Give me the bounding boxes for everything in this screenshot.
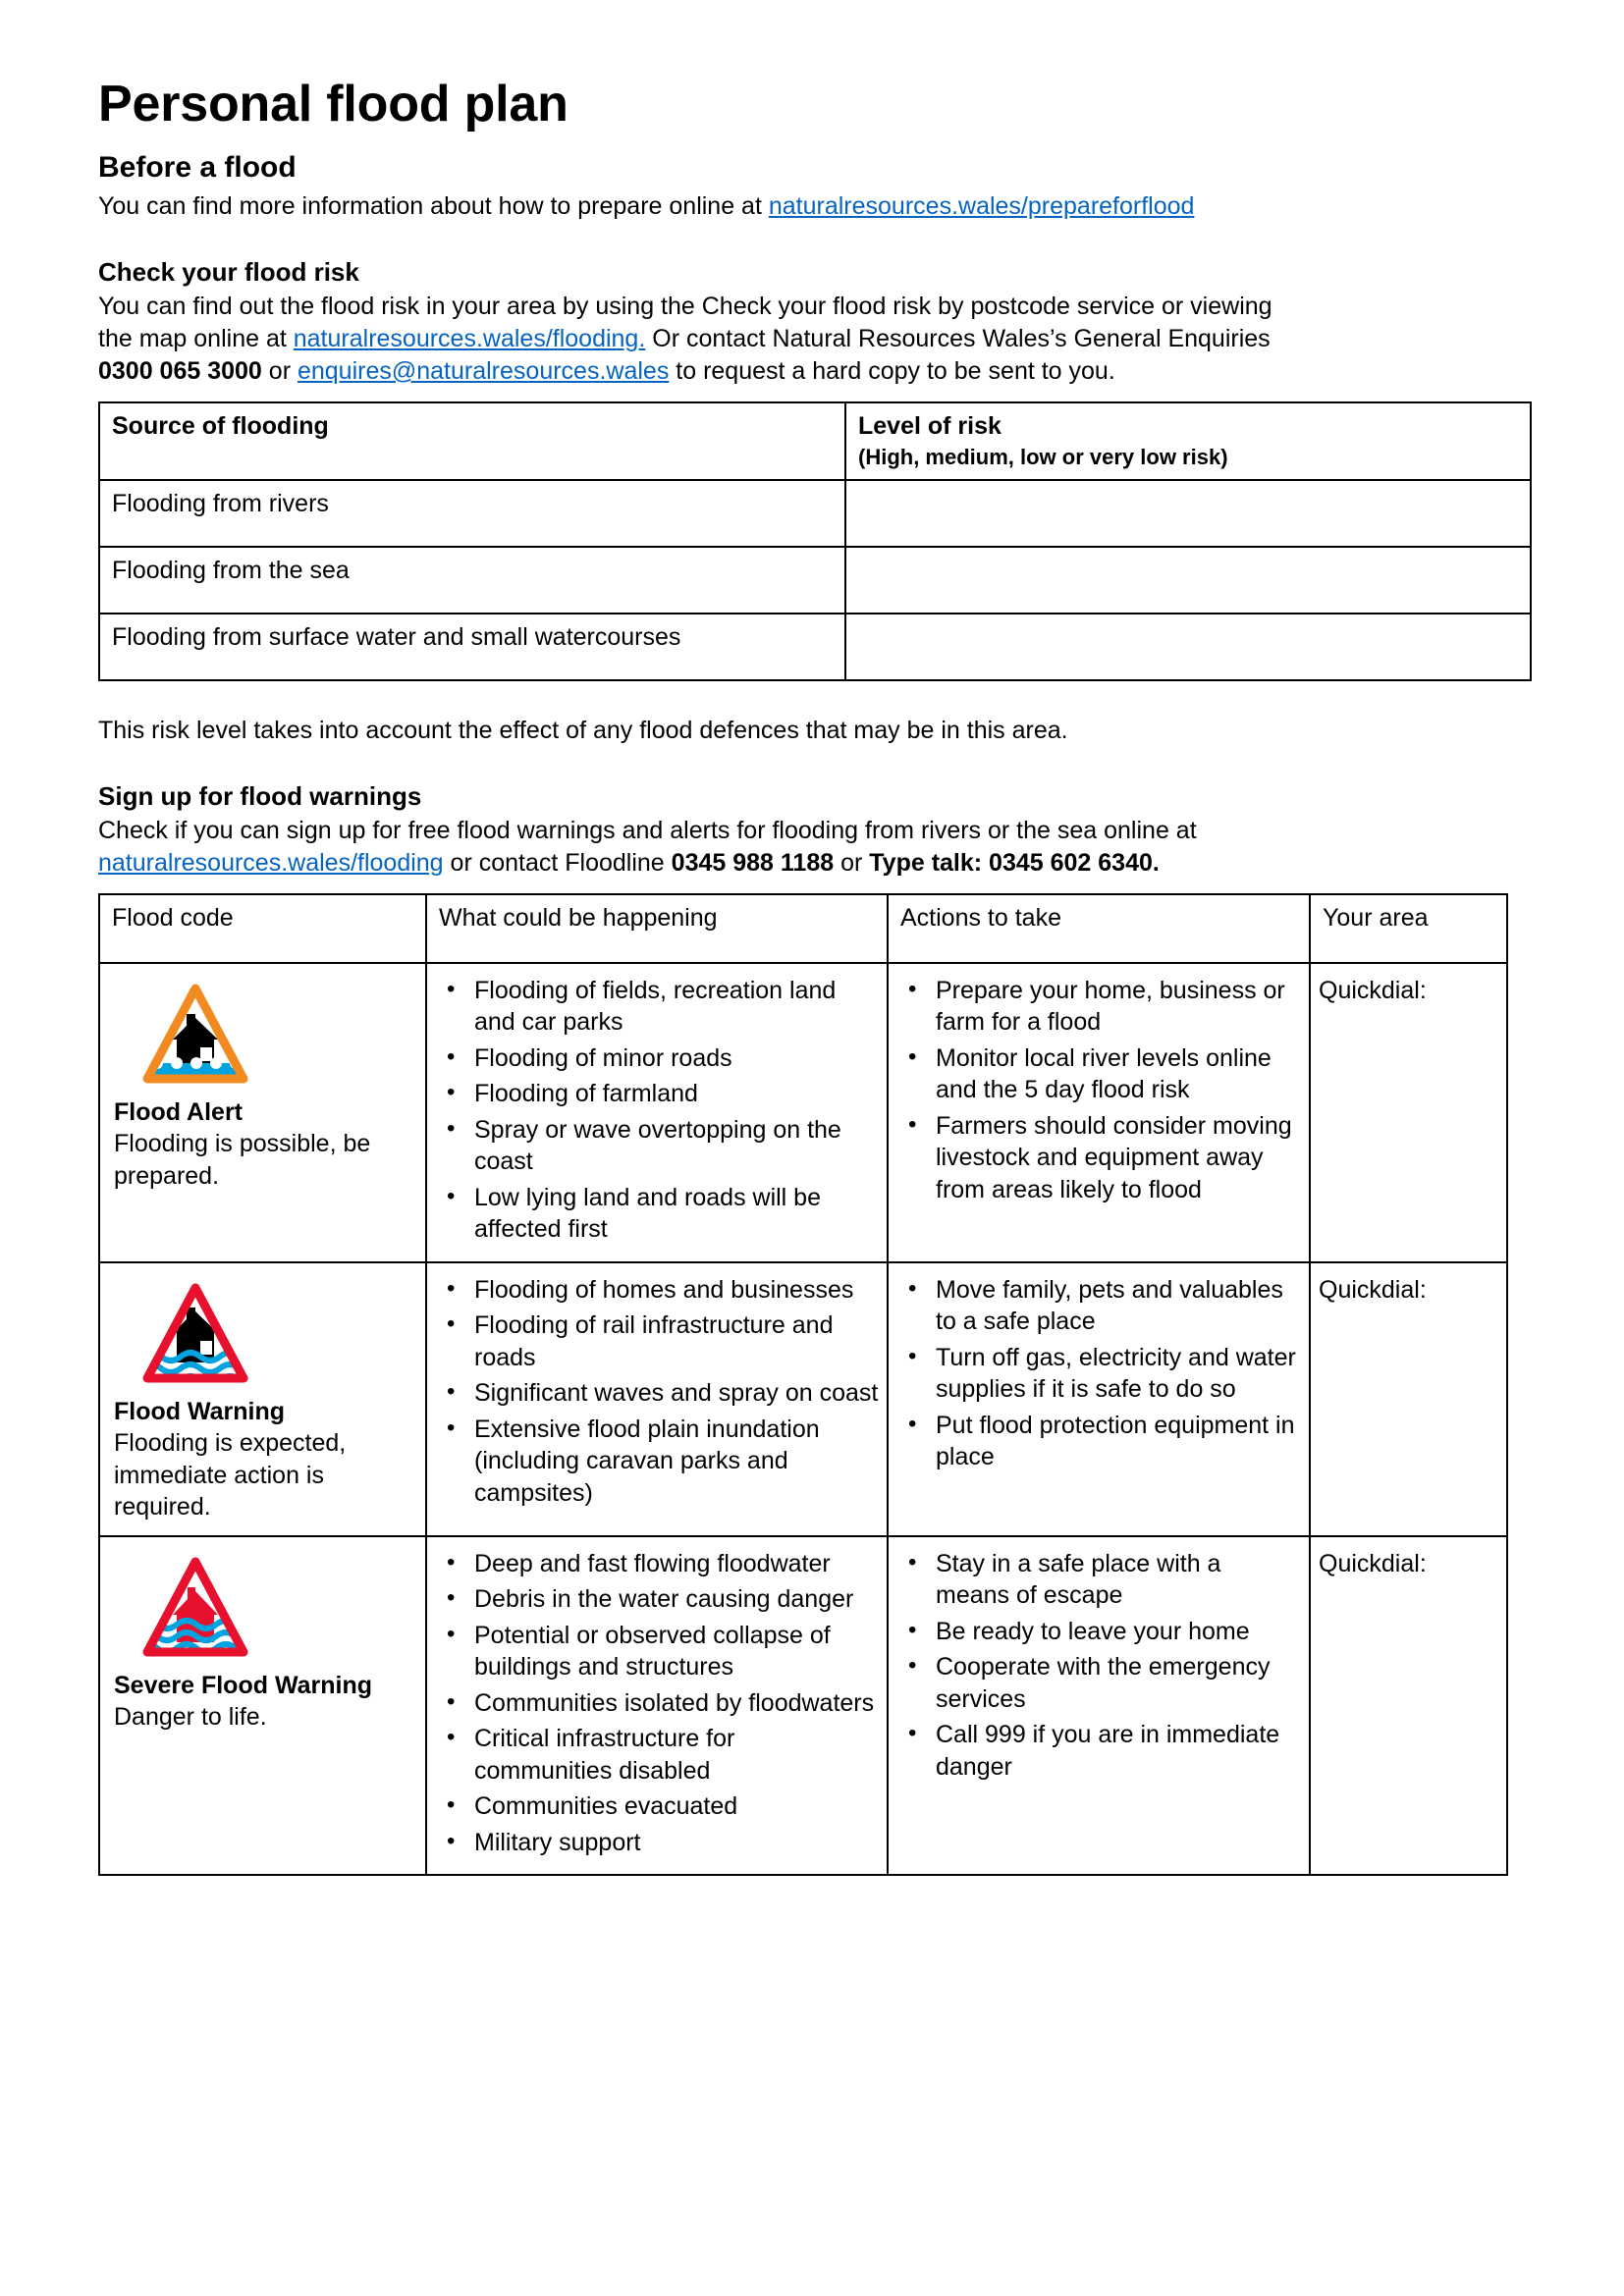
what-happening-list	[433, 975, 879, 1246]
table-row-severe-flood-warning	[99, 1536, 1507, 1876]
list-item: • Flooding of fields, recreation land and car parks	[472, 975, 879, 1039]
check-risk-line2-suffix: Or contact Natural Resources Wales’s General Enquiries	[645, 324, 1271, 352]
before-a-flood-intro	[98, 190, 1526, 223]
spacer	[98, 681, 1526, 715]
table-row-flood-alert	[99, 963, 1507, 1262]
flood-alert-description: Flooding is possible, be prepared.	[114, 1130, 371, 1190]
flood-warning-description: Flooding is expected, immediate action is required.	[114, 1429, 347, 1522]
what-happening-list	[433, 1548, 879, 1859]
what-happening-list	[433, 1274, 879, 1510]
severe-flood-warning-name: Severe Flood Warning	[114, 1671, 373, 1699]
sign-up-line1: Check if you can sign up for free flood warnings and alerts for flooding from rivers or the sea online at	[98, 817, 1197, 845]
table-row	[99, 480, 1531, 547]
actions-list	[894, 1274, 1301, 1473]
list-item: • Monitor local river levels online and the 5 day flood risk	[934, 1042, 1301, 1106]
list-item: • Critical infrastructure for communities disabled	[472, 1723, 879, 1787]
list-item: • Flooding of rail infrastructure and roads	[472, 1309, 879, 1373]
level-of-risk-label: Level of risk	[858, 411, 1001, 440]
table-header-row	[99, 402, 1531, 480]
source-surface-water: Flooding from surface water and small watercourses	[99, 614, 845, 680]
flooding-signup-link[interactable]: naturalresources.wales/flooding	[98, 849, 444, 878]
severe-flood-warning-icon	[135, 1552, 255, 1662]
severe-flood-warning-description: Danger to life.	[114, 1703, 267, 1732]
floodline-phone: 0345 988 1188	[671, 849, 835, 878]
severe-flood-warning-what-happening	[426, 1536, 888, 1876]
sign-up-paragraph	[98, 815, 1526, 880]
spacer	[98, 880, 1526, 893]
list-item: • Flooding of farmland	[472, 1078, 879, 1110]
source-sea: Flooding from the sea	[99, 547, 845, 614]
flood-alert-quickdial-input[interactable]: Quickdial:	[1310, 963, 1507, 1262]
flood-alert-actions	[888, 963, 1310, 1262]
level-of-risk-sublabel: (High, medium, low or very low risk)	[858, 445, 1228, 470]
flood-warning-code-cell	[99, 1262, 426, 1536]
list-item: • Flooding of homes and businesses	[472, 1274, 879, 1307]
risk-level-note: This risk level takes into account the effect of any flood defences that may be in this area.	[98, 717, 1068, 745]
flood-risk-table	[98, 401, 1532, 681]
table-header-row	[99, 894, 1507, 963]
severe-flood-warning-actions	[888, 1536, 1310, 1876]
list-item: • Significant waves and spray on coast	[472, 1377, 879, 1410]
flooding-map-link[interactable]: naturalresources.wales/flooding.	[293, 324, 646, 352]
sign-up-line2-mid2: or	[834, 849, 870, 878]
list-item: • Military support	[472, 1827, 879, 1859]
section-heading-sign-up-for-flood-warnings: Sign up for flood warnings	[98, 781, 422, 812]
list-item: • Potential or observed collapse of buildings and structures	[472, 1620, 879, 1683]
flood-codes-table	[98, 893, 1508, 1876]
flood-alert-icon	[135, 979, 255, 1089]
sign-up-line2-mid: or contact Floodline	[443, 849, 672, 878]
list-item: • Prepare your home, business or farm for a flood	[934, 975, 1301, 1039]
flood-alert-name: Flood Alert	[114, 1097, 244, 1126]
spacer	[98, 747, 1526, 780]
spacer	[98, 223, 1526, 256]
check-risk-line2-prefix: the map online at	[98, 324, 294, 352]
table-row	[99, 547, 1531, 614]
flood-warning-icon	[135, 1278, 255, 1388]
flood-warning-what-happening	[426, 1262, 888, 1536]
before-a-flood-intro-text: You can find more information about how to prepare online at	[98, 191, 769, 220]
list-item: • Turn off gas, electricity and water supplies if it is safe to do so	[934, 1342, 1301, 1406]
flood-warning-actions	[888, 1262, 1310, 1536]
severe-flood-warning-code-cell	[99, 1536, 426, 1876]
general-enquiries-phone: 0300 065 3000	[98, 356, 262, 385]
list-item: • Low lying land and roads will be affected first	[472, 1182, 879, 1246]
list-item: • Move family, pets and valuables to a safe place	[934, 1274, 1301, 1338]
flood-warning-quickdial-input[interactable]: Quickdial:	[1310, 1262, 1507, 1536]
source-rivers: Flooding from rivers	[99, 480, 845, 547]
list-item: • Flooding of minor roads	[472, 1042, 879, 1075]
prepareforflood-link[interactable]: naturalresources.wales/prepareforflood	[768, 191, 1195, 220]
column-header-your-area: Your area	[1310, 894, 1507, 963]
check-risk-line3-mid: or	[261, 356, 298, 385]
column-header-flood-code: Flood code	[99, 894, 426, 963]
section-heading-before-a-flood: Before a flood	[98, 151, 297, 185]
column-header-level-of-risk	[845, 402, 1531, 480]
column-header-actions-to-take: Actions to take	[888, 894, 1310, 963]
section-heading-check-your-flood-risk: Check your flood risk	[98, 256, 359, 287]
check-risk-line3-suffix: to request a hard copy to be sent to you.	[669, 356, 1115, 385]
flood-alert-code-cell	[99, 963, 426, 1262]
type-talk-phone: Type talk: 0345 602 6340.	[869, 849, 1160, 878]
risk-level-rivers-input[interactable]	[845, 480, 1531, 547]
list-item: • Communities evacuated	[472, 1790, 879, 1823]
list-item: • Cooperate with the emergency services	[934, 1651, 1301, 1715]
flood-alert-what-happening	[426, 963, 888, 1262]
risk-level-surface-water-input[interactable]	[845, 614, 1531, 680]
table-row-flood-warning	[99, 1262, 1507, 1536]
actions-list	[894, 975, 1301, 1206]
list-item: • Be ready to leave your home	[934, 1616, 1301, 1648]
list-item: • Communities isolated by floodwaters	[472, 1687, 879, 1720]
spacer	[98, 388, 1526, 401]
list-item: • Extensive flood plain inundation (including caravan parks and campsites)	[472, 1414, 879, 1510]
risk-level-sea-input[interactable]	[845, 547, 1531, 614]
check-risk-paragraph	[98, 291, 1526, 388]
list-item: • Spray or wave overtopping on the coast	[472, 1114, 879, 1178]
page-title: Personal flood plan	[98, 76, 568, 133]
list-item: • Farmers should consider moving livestock and equipment away from areas likely to flood	[934, 1110, 1301, 1206]
list-item: • Deep and fast flowing floodwater	[472, 1548, 879, 1580]
check-risk-line1: You can find out the flood risk in your area by using the Check your flood risk by postcode service or viewing	[98, 292, 1272, 320]
enquiries-email-link[interactable]: enquires@naturalresources.wales	[297, 356, 670, 385]
flood-warning-name: Flood Warning	[114, 1397, 286, 1425]
table-row	[99, 614, 1531, 680]
column-header-what-could-be-happening: What could be happening	[426, 894, 888, 963]
actions-list	[894, 1548, 1301, 1784]
severe-flood-warning-quickdial-input[interactable]: Quickdial:	[1310, 1536, 1507, 1876]
list-item: • Debris in the water causing danger	[472, 1583, 879, 1616]
list-item: • Call 999 if you are in immediate danger	[934, 1719, 1301, 1783]
list-item: • Stay in a safe place with a means of escape	[934, 1548, 1301, 1612]
list-item: • Put flood protection equipment in place	[934, 1410, 1301, 1473]
column-header-source-of-flooding: Source of flooding	[99, 402, 845, 480]
